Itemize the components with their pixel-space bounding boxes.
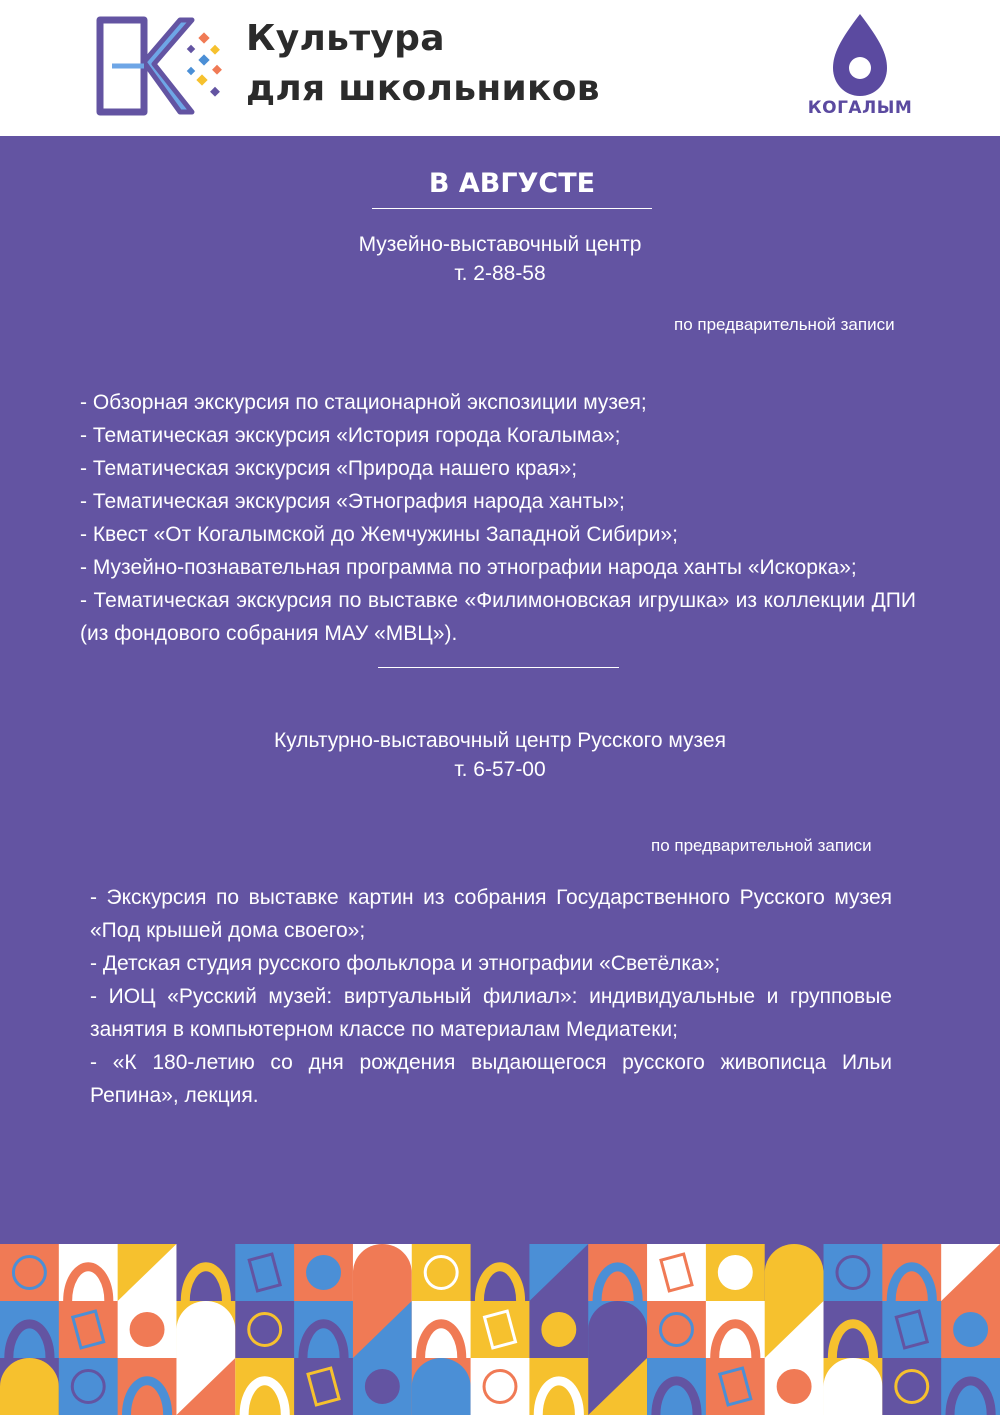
pattern-tile-sun (294, 1301, 353, 1359)
pattern-tile-arc (647, 1358, 706, 1415)
pattern-tile-book (235, 1244, 294, 1302)
header (0, 0, 1000, 136)
pattern-tile-sun (529, 1358, 588, 1415)
pattern-tile-half (765, 1244, 824, 1302)
section1-list (80, 386, 916, 650)
list-item: - Тематическая экскурсия «Этнография народа ханты»; (80, 490, 625, 513)
pattern-tile-book (647, 1244, 706, 1302)
section1-name: Музейно-выставочный центр (358, 233, 642, 256)
pattern-tile-sun (471, 1244, 530, 1302)
city-name: КОГАЛЫМ (807, 98, 913, 118)
pattern-tile-sun (882, 1244, 941, 1302)
pattern-tile-tri (529, 1244, 588, 1302)
pattern-tile-tri (588, 1358, 647, 1415)
pattern-tile-palette (59, 1358, 118, 1415)
pattern-tile-arc (588, 1244, 647, 1302)
brand-line-2: для школьников (246, 68, 600, 109)
pattern-tile-circle (529, 1301, 588, 1359)
pattern-tile-half (824, 1358, 883, 1415)
pattern-tile-half (0, 1358, 59, 1415)
pattern-tile-arc (824, 1301, 883, 1359)
brand-title (246, 14, 600, 114)
brand-line-1: Культура (246, 18, 445, 59)
pattern-tile-palette (824, 1244, 883, 1302)
pattern-tile-book (294, 1358, 353, 1415)
list-item: - Музейно-познавательная программа по этнографии народа ханты «Искорка»; (80, 556, 857, 579)
pattern-tile-circle (706, 1244, 765, 1302)
section1-note: по предварительной записи (674, 315, 895, 334)
pattern-tile-half (176, 1301, 235, 1359)
pattern-tile-half (412, 1358, 471, 1415)
pattern-tile-book (882, 1301, 941, 1359)
pattern-tile-book (471, 1301, 530, 1359)
pattern-tile-palette (471, 1358, 530, 1415)
pattern-tile-circle (118, 1301, 177, 1359)
list-item: - Тематическая экскурсия «Природа нашего края»; (80, 457, 578, 480)
pattern-tile-tri (353, 1301, 412, 1359)
pattern-tile-tri (941, 1244, 1000, 1302)
section2-note: по предварительной записи (651, 836, 872, 855)
list-item: - Квест «От Когалымской до Жемчужины Западной Сибири»; (80, 523, 678, 546)
pattern-tile-book (59, 1301, 118, 1359)
pattern-tile-palette (882, 1358, 941, 1415)
pattern-tile-sun (941, 1358, 1000, 1415)
pattern-tile-circle (941, 1301, 1000, 1359)
list-item: - Детская студия русского фольклора и этнографии «Светёлка»; (90, 952, 721, 975)
section-divider (378, 667, 619, 668)
pattern-tile-sun (118, 1358, 177, 1415)
section2-name: Культурно-выставочный центр Русского музея (274, 729, 726, 752)
pattern-tile-circle (765, 1358, 824, 1415)
pattern-tile-book (706, 1358, 765, 1415)
pattern-tile-tri (765, 1301, 824, 1359)
pattern-tile-circle (294, 1244, 353, 1302)
list-item: - Экскурсия по выставке картин из собрания Государственного Русского музея «Под крышей дома своего»; (90, 886, 892, 942)
pattern-tile-tri (118, 1244, 177, 1302)
pattern-tile-half (588, 1301, 647, 1359)
pattern-tile-tri (176, 1358, 235, 1415)
section2-phone: т. 6-57-00 (454, 758, 546, 781)
pattern-tile-arc (412, 1301, 471, 1359)
pattern-tile-arc (176, 1244, 235, 1302)
decorative-pattern (0, 1244, 1000, 1415)
section2-list (90, 881, 892, 1112)
pattern-tile-palette (412, 1244, 471, 1302)
pattern-tile-half (353, 1244, 412, 1302)
pattern-tile-sun (59, 1244, 118, 1302)
main-content (0, 136, 1000, 1415)
pattern-tile-palette (647, 1301, 706, 1359)
pattern-tile-sun (706, 1301, 765, 1359)
pattern-tile-circle (353, 1358, 412, 1415)
pattern-tile-palette (235, 1301, 294, 1359)
page-title: В АВГУСТЕ (372, 166, 652, 209)
section1-header (0, 230, 1000, 288)
list-item: - Тематическая экскурсия «История города Когалыма»; (80, 424, 621, 447)
pattern-tile-arc (235, 1358, 294, 1415)
list-item: - Обзорная экскурсия по стационарной экспозиции музея; (80, 391, 647, 414)
section2-header (0, 726, 1000, 784)
pattern-tile-arc (0, 1301, 59, 1359)
list-item: - «К 180-летию со дня рождения выдающегося русского живописца Ильи Репина», лекция. (90, 1051, 892, 1107)
list-item: - Тематическая экскурсия по выставке «Филимоновская игрушка» из коллекции ДПИ (из фондового собрания МАУ «МВЦ»). (80, 589, 916, 645)
pattern-tile-palette (0, 1244, 59, 1302)
list-item: - ИОЦ «Русский музей: виртуальный филиал»: индивидуальные и групповые занятия в компьютерном классе по материалам Медиатеки; (90, 985, 892, 1041)
culture-logo-icon (92, 12, 227, 120)
section1-phone: т. 2-88-58 (454, 262, 546, 285)
